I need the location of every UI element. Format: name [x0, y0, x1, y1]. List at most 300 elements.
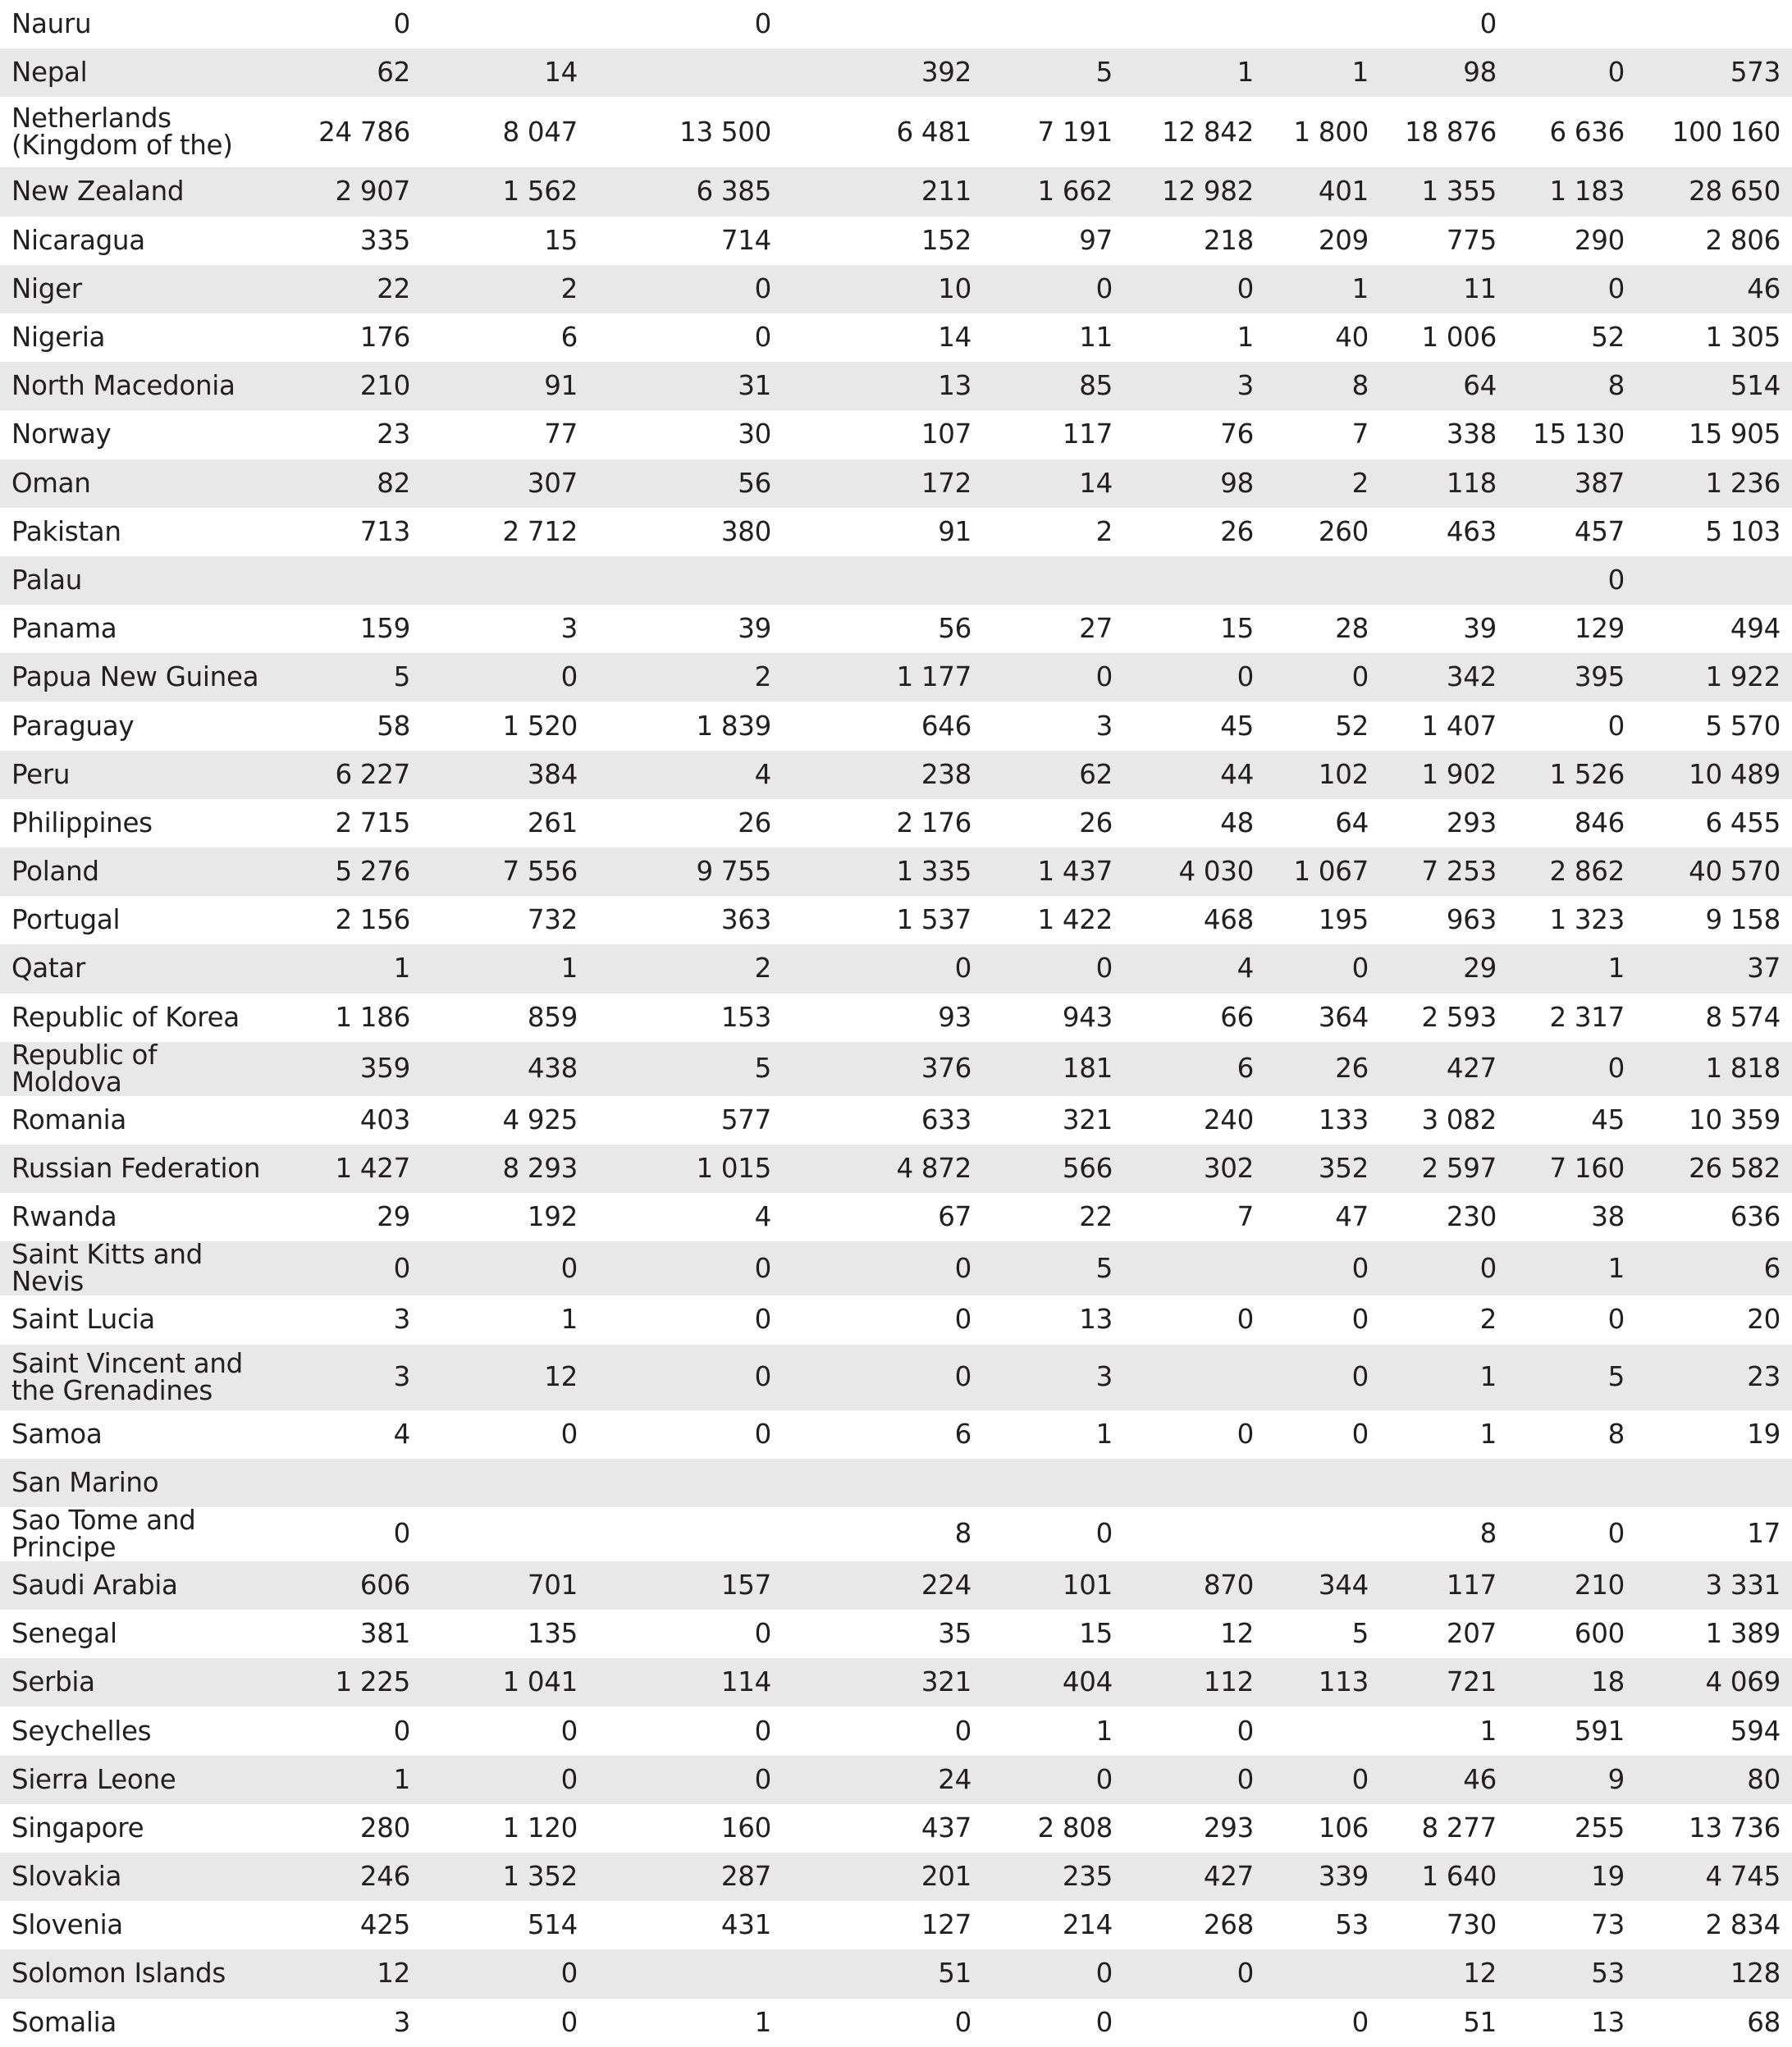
- value-cell: 7 556: [422, 848, 589, 896]
- table-row: [0, 1853, 1792, 1901]
- value-cell: 12: [422, 1345, 589, 1410]
- value-cell: 29: [1380, 944, 1508, 993]
- value-cell: 261: [527, 806, 578, 838]
- value-cell: 1 186: [335, 1001, 410, 1033]
- value-cell: 1 015: [589, 1145, 783, 1193]
- value-cell: 5: [983, 48, 1124, 97]
- value-cell: 280: [359, 1812, 410, 1844]
- table-row: [0, 653, 1792, 701]
- value-cell: 0: [754, 1304, 771, 1336]
- value-cell: 68: [1747, 2006, 1781, 2038]
- table-row: [0, 1949, 1792, 1998]
- value-cell: 15: [1220, 613, 1254, 645]
- value-cell: 24: [783, 1756, 983, 1804]
- value-cell: 8 047: [502, 116, 578, 148]
- value-cell: 468: [1203, 904, 1254, 936]
- table-row: [0, 410, 1792, 459]
- value-cell: 24 786: [318, 116, 410, 148]
- value-cell: 1 067: [1265, 848, 1380, 896]
- value-cell: 153: [720, 1001, 771, 1033]
- country-cell: Paraguay: [11, 710, 135, 742]
- value-cell: 3: [279, 1345, 422, 1410]
- value-cell: 1 183: [1508, 167, 1636, 216]
- value-cell: 0: [954, 1715, 971, 1747]
- value-cell: 1 120: [502, 1812, 578, 1844]
- value-cell: 713: [359, 515, 410, 547]
- value-cell: 606: [279, 1561, 422, 1610]
- value-cell: 27: [1079, 613, 1113, 645]
- value-cell: 210: [279, 362, 422, 410]
- value-cell: 4 745: [1636, 1853, 1792, 1901]
- value-cell: 26 582: [1636, 1145, 1792, 1193]
- value-cell: 0: [1508, 556, 1636, 605]
- country-cell: Nicaragua: [11, 224, 145, 256]
- value-cell: 106: [1318, 1812, 1369, 1844]
- value-cell: 128: [1636, 1949, 1792, 1998]
- value-cell: [422, 1507, 589, 1561]
- table-row: [0, 167, 1792, 216]
- value-cell: 2 712: [502, 515, 578, 547]
- value-cell: 9: [1508, 1756, 1636, 1804]
- value-cell: 8 293: [422, 1145, 589, 1193]
- value-cell: 1 902: [1380, 751, 1508, 799]
- value-cell: 0: [1265, 653, 1380, 701]
- value-cell: 29: [377, 1201, 410, 1233]
- value-cell: 2 907: [279, 167, 422, 216]
- value-cell: 0: [783, 944, 983, 993]
- value-cell: 11: [1380, 265, 1508, 313]
- value-cell: 1: [1479, 1418, 1497, 1450]
- value-cell: 45: [1220, 710, 1254, 742]
- value-cell: 573: [1636, 48, 1792, 97]
- value-cell: [1124, 1507, 1265, 1561]
- value-cell: 218: [1203, 224, 1254, 256]
- value-cell: 40: [1335, 322, 1369, 354]
- value-cell: 335: [359, 224, 410, 256]
- value-cell: 1: [560, 1304, 578, 1336]
- value-cell: 1: [1237, 322, 1254, 354]
- value-cell: 359: [279, 1042, 422, 1096]
- value-cell: 235: [983, 1853, 1124, 1901]
- value-cell: 401: [1265, 167, 1380, 216]
- table-row: [0, 1561, 1792, 1610]
- value-cell: 2 597: [1380, 1145, 1508, 1193]
- value-cell: 13: [1591, 2006, 1625, 2038]
- value-cell: 859: [527, 1001, 578, 1033]
- value-cell: 28 650: [1636, 167, 1792, 216]
- country-cell: Russian Federation: [0, 1145, 279, 1193]
- value-cell: 701: [422, 1561, 589, 1610]
- table-row: [0, 1804, 1792, 1853]
- value-cell: 0: [422, 1241, 589, 1295]
- country-cell: Norway: [11, 418, 112, 450]
- value-cell: 0: [279, 1241, 422, 1295]
- value-cell: 0: [393, 1715, 410, 1747]
- value-cell: 1: [1508, 944, 1636, 993]
- value-cell: 224: [783, 1561, 983, 1610]
- value-cell: 457: [1574, 515, 1625, 547]
- value-cell: 62: [279, 48, 422, 97]
- value-cell: 0: [754, 1618, 771, 1650]
- value-cell: 9 158: [1705, 904, 1781, 936]
- table-row: [0, 1707, 1792, 1755]
- table-row: [0, 994, 1792, 1042]
- value-cell: 0: [422, 1949, 589, 1998]
- value-cell: 392: [783, 48, 983, 97]
- value-cell: 238: [783, 751, 983, 799]
- value-cell: 5 570: [1705, 710, 1781, 742]
- value-cell: 3: [560, 613, 578, 645]
- value-cell: 117: [1380, 1561, 1508, 1610]
- value-cell: 0: [422, 653, 589, 701]
- value-cell: 46: [1636, 265, 1792, 313]
- table-row: [0, 799, 1792, 848]
- value-cell: 1 352: [422, 1853, 589, 1901]
- value-cell: 338: [1446, 418, 1497, 450]
- country-cell: Saint Vincent and the Grenadines: [0, 1345, 279, 1410]
- value-cell: 23: [1636, 1345, 1792, 1410]
- value-cell: 0: [1607, 1304, 1625, 1336]
- value-cell: 159: [359, 613, 410, 645]
- value-cell: [1124, 556, 1265, 605]
- value-cell: 1 562: [422, 167, 589, 216]
- country-cell: Qatar: [0, 944, 279, 993]
- value-cell: 6 636: [1549, 116, 1625, 148]
- country-cell: Slovenia: [11, 1909, 123, 1941]
- value-cell: 0: [560, 1715, 578, 1747]
- value-cell: 1 662: [983, 167, 1124, 216]
- value-cell: 7: [1351, 418, 1369, 450]
- value-cell: 352: [1265, 1145, 1380, 1193]
- value-cell: 302: [1124, 1145, 1265, 1193]
- value-cell: [1124, 1999, 1265, 2047]
- value-cell: 2 806: [1705, 224, 1781, 256]
- value-cell: 12: [1220, 1618, 1254, 1650]
- value-cell: 7 160: [1508, 1145, 1636, 1193]
- country-cell: Pakistan: [11, 515, 121, 547]
- value-cell: 31: [589, 362, 783, 410]
- value-cell: 52: [1335, 710, 1369, 742]
- value-cell: 47: [1335, 1201, 1369, 1233]
- value-cell: 1: [1095, 1715, 1113, 1747]
- table-row: [0, 1241, 1792, 1295]
- value-cell: 100 160: [1671, 116, 1781, 148]
- value-cell: [589, 1507, 783, 1561]
- value-cell: 13: [1079, 1304, 1113, 1336]
- value-cell: 0: [1508, 48, 1636, 97]
- value-cell: 431: [720, 1909, 771, 1941]
- value-cell: 53: [1508, 1949, 1636, 1998]
- value-cell: 6 385: [589, 167, 783, 216]
- value-cell: 363: [720, 904, 771, 936]
- value-cell: 1 305: [1705, 322, 1781, 354]
- value-cell: 339: [1265, 1853, 1380, 1901]
- value-cell: 870: [1124, 1561, 1265, 1610]
- value-cell: 62: [983, 751, 1124, 799]
- table-row: [0, 1042, 1792, 1096]
- table-row: [0, 1345, 1792, 1410]
- value-cell: 12 842: [1162, 116, 1254, 148]
- value-cell: 172: [783, 459, 983, 508]
- value-cell: 577: [720, 1103, 771, 1135]
- value-cell: 1 640: [1380, 1853, 1508, 1901]
- value-cell: [1636, 556, 1792, 605]
- value-cell: 26: [1265, 1042, 1380, 1096]
- value-cell: 7 253: [1380, 848, 1508, 896]
- value-cell: [1508, 1459, 1636, 1507]
- value-cell: 8: [1508, 362, 1636, 410]
- value-cell: 3: [393, 1304, 410, 1336]
- value-cell: 11: [1079, 322, 1113, 354]
- value-cell: 1 355: [1380, 167, 1508, 216]
- value-cell: 152: [921, 224, 971, 256]
- value-cell: 0: [754, 1715, 771, 1747]
- value-cell: 963: [1446, 904, 1497, 936]
- value-cell: [279, 1459, 422, 1507]
- value-cell: 26: [1079, 806, 1113, 838]
- value-cell: 0: [1124, 265, 1265, 313]
- table-row: [0, 459, 1792, 508]
- value-cell: 91: [422, 362, 589, 410]
- table-row: [0, 48, 1792, 97]
- value-cell: 15: [1079, 1618, 1113, 1650]
- value-cell: [422, 0, 589, 48]
- value-cell: 114: [589, 1658, 783, 1707]
- value-cell: [422, 556, 589, 605]
- value-cell: 51: [1463, 2006, 1497, 2038]
- value-cell: 17: [1747, 1518, 1781, 1550]
- value-cell: 157: [589, 1561, 783, 1610]
- value-cell: 0: [954, 2006, 971, 2038]
- value-cell: 82: [279, 459, 422, 508]
- value-cell: 307: [422, 459, 589, 508]
- value-cell: 6 455: [1705, 806, 1781, 838]
- value-cell: 76: [1220, 418, 1254, 450]
- value-cell: 230: [1446, 1201, 1497, 1233]
- value-cell: 12: [1380, 1949, 1508, 1998]
- value-cell: 2 176: [896, 806, 971, 838]
- value-cell: 15 130: [1533, 418, 1625, 450]
- value-cell: [279, 556, 422, 605]
- value-cell: 46: [1380, 1756, 1508, 1804]
- value-cell: 376: [783, 1042, 983, 1096]
- value-cell: 0: [560, 2006, 578, 2038]
- value-cell: 6: [560, 322, 578, 354]
- value-cell: 26: [738, 806, 771, 838]
- value-cell: 943: [1062, 1001, 1113, 1033]
- value-cell: [1380, 556, 1508, 605]
- country-cell: Netherlands (Kingdom of the): [11, 103, 233, 162]
- value-cell: 5: [983, 1241, 1124, 1295]
- table-row: [0, 1193, 1792, 1241]
- table-row: [0, 1295, 1792, 1344]
- value-cell: 2 317: [1549, 1001, 1625, 1033]
- value-cell: 15 905: [1689, 418, 1781, 450]
- country-cell: Niger: [0, 265, 279, 313]
- value-cell: 0: [1265, 944, 1380, 993]
- country-cell: Saudi Arabia: [0, 1561, 279, 1610]
- value-cell: 1: [1095, 1418, 1113, 1450]
- country-cell: Senegal: [11, 1618, 117, 1650]
- value-cell: 135: [527, 1618, 578, 1650]
- value-cell: 1: [1479, 1715, 1497, 1747]
- value-cell: [783, 1459, 983, 1507]
- value-cell: 2 834: [1705, 1909, 1781, 1941]
- table-row: [0, 848, 1792, 896]
- value-cell: 0: [1351, 1418, 1369, 1450]
- value-cell: 255: [1574, 1812, 1625, 1844]
- value-cell: 19: [1508, 1853, 1636, 1901]
- value-cell: 293: [1446, 806, 1497, 838]
- value-cell: 1 236: [1636, 459, 1792, 508]
- value-cell: 2: [1265, 459, 1380, 508]
- value-cell: 4: [1124, 944, 1265, 993]
- value-cell: 0: [1237, 1715, 1254, 1747]
- value-cell: 13 736: [1689, 1812, 1781, 1844]
- table-row: [0, 217, 1792, 265]
- value-cell: 0: [1124, 653, 1265, 701]
- value-cell: 364: [1318, 1001, 1369, 1033]
- value-cell: 39: [1463, 613, 1497, 645]
- value-cell: 160: [720, 1812, 771, 1844]
- value-cell: 381: [359, 1618, 410, 1650]
- value-cell: 240: [1203, 1103, 1254, 1135]
- country-cell: North Macedonia: [0, 362, 279, 410]
- value-cell: [1265, 0, 1380, 48]
- value-cell: 5 276: [279, 848, 422, 896]
- value-cell: 209: [1318, 224, 1369, 256]
- value-cell: 2: [422, 265, 589, 313]
- value-cell: 85: [983, 362, 1124, 410]
- value-cell: 67: [938, 1201, 971, 1233]
- value-cell: 0: [589, 265, 783, 313]
- value-cell: 22: [1079, 1201, 1113, 1233]
- value-cell: 20: [1747, 1304, 1781, 1336]
- value-cell: 268: [1203, 1909, 1254, 1941]
- value-cell: 321: [783, 1658, 983, 1707]
- value-cell: 321: [1062, 1103, 1113, 1135]
- value-cell: 6: [1124, 1042, 1265, 1096]
- value-cell: 514: [527, 1909, 578, 1941]
- table-row: [0, 1145, 1792, 1193]
- value-cell: 1 422: [1037, 904, 1113, 936]
- value-cell: 8: [1607, 1418, 1625, 1450]
- value-cell: 0: [589, 1345, 783, 1410]
- value-cell: 64: [1380, 362, 1508, 410]
- value-cell: 66: [1220, 1001, 1254, 1033]
- value-cell: 1 407: [1421, 710, 1497, 742]
- country-cell: Slovakia: [0, 1853, 279, 1901]
- value-cell: 10 489: [1636, 751, 1792, 799]
- value-cell: 13 500: [679, 116, 771, 148]
- country-cell: Oman: [0, 459, 279, 508]
- value-cell: 129: [1574, 613, 1625, 645]
- table-row: [0, 508, 1792, 556]
- value-cell: 1: [279, 944, 422, 993]
- value-cell: 1: [1380, 1345, 1508, 1410]
- value-cell: 0: [589, 1241, 783, 1295]
- country-cell: Saint Kitts and Nevis: [0, 1241, 279, 1295]
- value-cell: 35: [938, 1618, 971, 1650]
- country-cell: Nepal: [0, 48, 279, 97]
- value-cell: [589, 48, 783, 97]
- value-cell: 0: [1095, 2006, 1113, 2038]
- value-cell: 1: [1508, 1241, 1636, 1295]
- value-cell: 80: [1636, 1756, 1792, 1804]
- value-cell: 22: [279, 265, 422, 313]
- value-cell: 18: [1508, 1658, 1636, 1707]
- value-cell: 0: [1351, 1304, 1369, 1336]
- value-cell: 8 574: [1705, 1001, 1781, 1033]
- value-cell: 5: [279, 653, 422, 701]
- value-cell: 1 922: [1636, 653, 1792, 701]
- value-cell: 127: [921, 1909, 971, 1941]
- value-cell: 514: [1636, 362, 1792, 410]
- value-cell: 0: [1380, 1241, 1508, 1295]
- country-cell: Seychelles: [11, 1715, 152, 1747]
- table-row: [0, 1459, 1792, 1507]
- value-cell: 8: [1479, 1518, 1497, 1550]
- value-cell: 1 437: [983, 848, 1124, 896]
- value-cell: 2: [589, 653, 783, 701]
- value-cell: 7: [1237, 1201, 1254, 1233]
- value-cell: 0: [983, 653, 1124, 701]
- country-cell: Republic of Moldova: [0, 1042, 279, 1096]
- country-cell: Palau: [0, 556, 279, 605]
- value-cell: 19: [1747, 1418, 1781, 1450]
- value-cell: 427: [1380, 1042, 1508, 1096]
- value-cell: [783, 556, 983, 605]
- value-cell: 93: [938, 1001, 971, 1033]
- value-cell: 4 030: [1124, 848, 1265, 896]
- value-cell: 1 526: [1508, 751, 1636, 799]
- value-cell: 211: [783, 167, 983, 216]
- value-cell: 600: [1574, 1618, 1625, 1650]
- country-cell: Portugal: [11, 904, 121, 936]
- value-cell: 98: [1124, 459, 1265, 508]
- value-cell: 566: [983, 1145, 1124, 1193]
- value-cell: 9 755: [589, 848, 783, 896]
- value-cell: 91: [938, 515, 971, 547]
- value-cell: 463: [1446, 515, 1497, 547]
- value-cell: 0: [1265, 1756, 1380, 1804]
- value-cell: 0: [1508, 265, 1636, 313]
- country-cell: Sierra Leone: [0, 1756, 279, 1804]
- value-cell: 6 227: [279, 751, 422, 799]
- value-cell: 12 982: [1124, 167, 1265, 216]
- country-cell: San Marino: [0, 1459, 279, 1507]
- value-cell: 207: [1446, 1618, 1497, 1650]
- value-cell: 2: [1479, 1304, 1497, 1336]
- value-cell: 1 818: [1636, 1042, 1792, 1096]
- value-cell: 58: [377, 710, 410, 742]
- country-cell: Philippines: [11, 806, 153, 838]
- table-row: [0, 896, 1792, 944]
- value-cell: 6: [954, 1418, 971, 1450]
- value-cell: 0: [1265, 1241, 1380, 1295]
- value-cell: 2 715: [335, 806, 410, 838]
- value-cell: [783, 0, 983, 48]
- value-cell: 8: [954, 1518, 971, 1550]
- value-cell: 732: [527, 904, 578, 936]
- value-cell: 176: [359, 322, 410, 354]
- value-cell: 403: [359, 1103, 410, 1135]
- value-cell: 40 570: [1636, 848, 1792, 896]
- value-cell: 5: [1508, 1345, 1636, 1410]
- value-cell: 10 359: [1689, 1103, 1781, 1135]
- table-row: [0, 1507, 1792, 1561]
- value-cell: 5 103: [1705, 515, 1781, 547]
